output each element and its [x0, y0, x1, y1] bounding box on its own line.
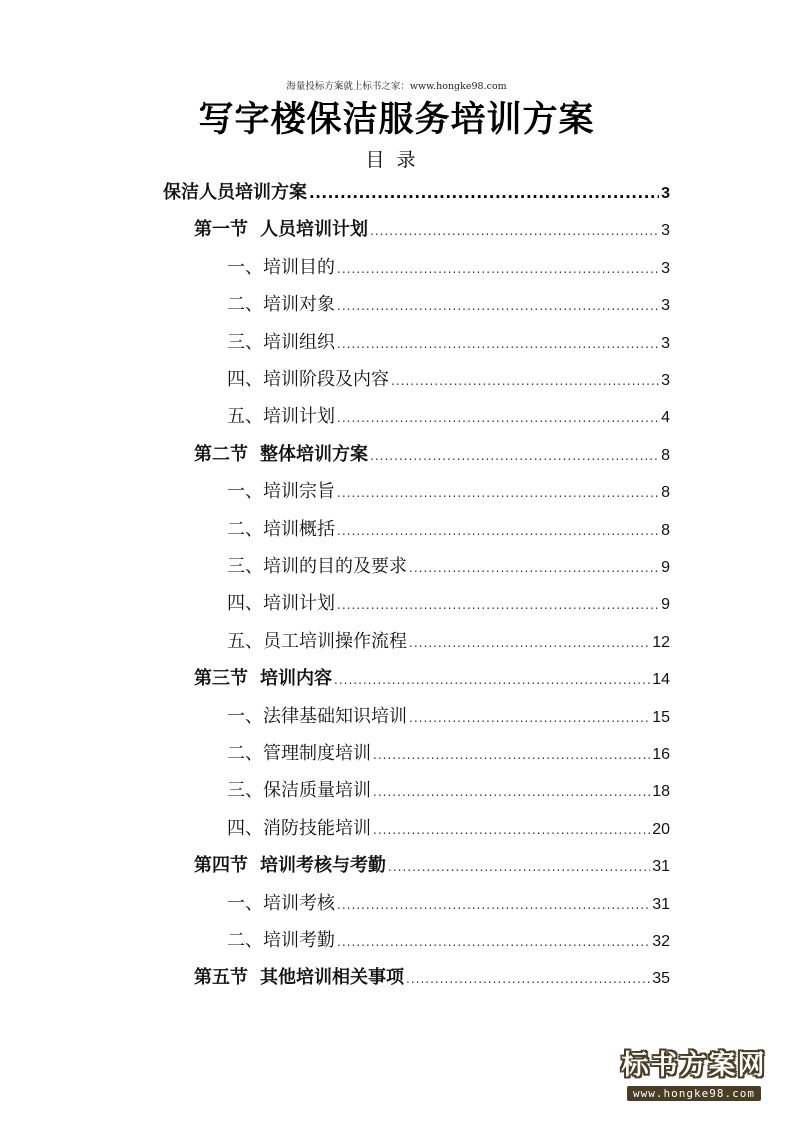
toc-section-title: 人员培训计划: [260, 219, 368, 240]
toc-entry-section[interactable]: [194, 963, 670, 993]
toc-entry-label: 二、管理制度培训: [227, 743, 371, 764]
watermark-logo: [609, 1050, 779, 1112]
toc-page-number: 12: [652, 634, 670, 651]
toc-entry-item[interactable]: [227, 365, 670, 395]
toc-entry-label: [194, 440, 368, 466]
toc-entry-label: 四、培训计划: [227, 593, 335, 614]
toc-page-number: 18: [652, 783, 670, 800]
toc-entry-item[interactable]: [227, 515, 670, 545]
toc-page-number: 3: [661, 297, 670, 314]
toc-entry-main[interactable]: [163, 178, 670, 208]
toc-page-number: 3: [661, 185, 670, 202]
toc-dot-leader: [370, 449, 659, 463]
toc-entry-label: 一、培训宗旨: [227, 481, 335, 502]
toc-section-number: 第四节: [194, 855, 248, 876]
toc-entry-label: [194, 215, 368, 241]
toc-entry-item[interactable]: [227, 702, 670, 732]
watermark-url: www.hongke98.com: [627, 1086, 761, 1101]
toc-page-number: 3: [661, 260, 670, 277]
toc-entry-section[interactable]: [194, 215, 670, 245]
toc-dot-leader: [334, 673, 650, 687]
toc-entry-item[interactable]: [227, 627, 670, 657]
toc-page-number: 4: [661, 409, 670, 426]
toc-entry-label: 二、培训对象: [227, 294, 335, 315]
toc-entry-section[interactable]: [194, 664, 670, 694]
toc-section-number: 第五节: [194, 967, 248, 988]
toc-page-number: 31: [652, 896, 670, 913]
toc-entry-label: 三、培训的目的及要求: [227, 556, 407, 577]
toc-section-title: 培训考核与考勤: [260, 855, 386, 876]
toc-entry-label: 五、员工培训操作流程: [227, 631, 407, 652]
toc-section-number: 第三节: [194, 668, 248, 689]
toc-entry-label: 二、培训概括: [227, 519, 335, 540]
toc-dot-leader: [337, 935, 650, 949]
toc-page-number: 8: [661, 447, 670, 464]
toc-section-title: 整体培训方案: [260, 444, 368, 465]
toc-dot-leader: [409, 561, 659, 575]
toc-page-number: 16: [652, 746, 670, 763]
toc-dot-leader: [337, 411, 659, 425]
toc-page-number: 3: [661, 372, 670, 389]
document-title: 写字楼保洁服务培训方案: [198, 99, 595, 140]
toc-entry-label: 一、培训考核: [227, 893, 335, 914]
toc-entry-section[interactable]: [194, 851, 670, 881]
toc-page-number: 31: [652, 858, 670, 875]
toc-page-number: 8: [661, 484, 670, 501]
toc-entry-item[interactable]: [227, 328, 670, 358]
toc-dot-leader: [370, 224, 659, 238]
toc-entry-label: 保洁人员培训方案: [163, 182, 307, 203]
header-note: 海量投标方案就上标书之家：www.hongke98.com: [286, 81, 507, 92]
toc-page-number: 3: [661, 335, 670, 352]
toc-section-title: 其他培训相关事项: [260, 967, 404, 988]
toc-page-number: 15: [652, 709, 670, 726]
toc-dot-leader: [337, 299, 659, 313]
watermark-name: 标书方案网: [621, 1050, 767, 1081]
toc-entry-label: 二、培训考勤: [227, 930, 335, 951]
toc-dot-leader: [391, 374, 659, 388]
toc-dot-leader: [409, 636, 650, 650]
toc-entry-label: 四、消防技能培训: [227, 818, 371, 839]
toc-entry-label: [194, 851, 386, 877]
toc-entry-item[interactable]: [227, 290, 670, 320]
toc-entry-item[interactable]: [227, 552, 670, 582]
toc-dot-leader: [388, 860, 650, 874]
toc-dot-leader: [337, 486, 659, 500]
toc-dot-leader: [373, 785, 650, 799]
toc-entry-item[interactable]: [227, 477, 670, 507]
toc-dot-leader: [337, 598, 659, 612]
toc-entry-item[interactable]: [227, 253, 670, 283]
toc-page-number: 14: [652, 671, 670, 688]
toc-page-number: 9: [661, 559, 670, 576]
toc-dot-leader: [406, 972, 650, 986]
toc-entry-item[interactable]: [227, 402, 670, 432]
toc-entry-item[interactable]: [227, 926, 670, 956]
toc-page-number: 8: [661, 522, 670, 539]
toc-entry-label: 三、保洁质量培训: [227, 780, 371, 801]
toc-dot-leader: [309, 184, 659, 202]
toc-entry-label: 一、法律基础知识培训: [227, 706, 407, 727]
toc-section-number: 第一节: [194, 219, 248, 240]
toc-dot-leader: [373, 823, 650, 837]
toc-entry-label: [194, 963, 404, 989]
toc-entry-label: 三、培训组织: [227, 332, 335, 353]
toc-entry-item[interactable]: [227, 814, 670, 844]
toc-entry-item[interactable]: [227, 739, 670, 769]
toc-entry-item[interactable]: [227, 889, 670, 919]
toc-entry-label: 四、培训阶段及内容: [227, 369, 389, 390]
toc-dot-leader: [337, 524, 659, 538]
toc-entry-label: 一、培训目的: [227, 257, 335, 278]
toc-dot-leader: [337, 262, 659, 276]
toc-page-number: 3: [661, 222, 670, 239]
toc-section-title: 培训内容: [260, 668, 332, 689]
toc-entry-label: [194, 664, 332, 690]
toc-dot-leader: [373, 748, 650, 762]
toc-dot-leader: [337, 337, 659, 351]
toc-page-number: 35: [652, 970, 670, 987]
toc-page-number: 20: [652, 821, 670, 838]
toc-entry-item[interactable]: [227, 776, 670, 806]
toc-section-number: 第二节: [194, 444, 248, 465]
toc-dot-leader: [409, 711, 650, 725]
toc-entry-label: 五、培训计划: [227, 406, 335, 427]
toc-page-number: 9: [661, 596, 670, 613]
toc-entry-section[interactable]: [194, 440, 670, 470]
toc-page-number: 32: [652, 933, 670, 950]
toc-dot-leader: [337, 898, 650, 912]
toc-entry-item[interactable]: [227, 589, 670, 619]
toc-heading: 目录: [365, 149, 428, 171]
